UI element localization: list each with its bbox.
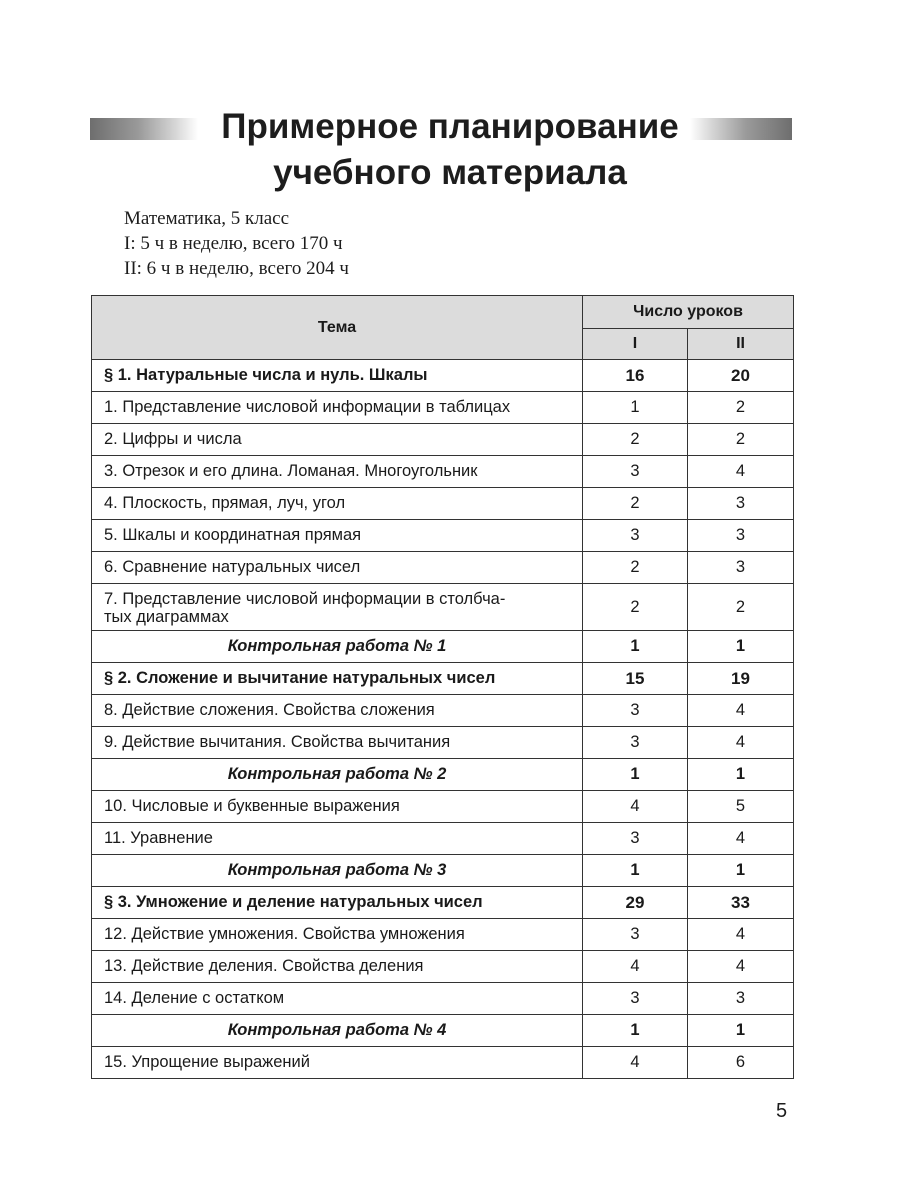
table-row xyxy=(92,1015,794,1047)
row-lessons-i: 3 xyxy=(583,695,688,727)
row-lessons-ii: 3 xyxy=(688,983,794,1015)
row-lessons-ii: 4 xyxy=(688,695,794,727)
row-lessons-i: 3 xyxy=(583,983,688,1015)
row-lessons-i: 2 xyxy=(583,584,688,631)
row-lessons-i: 3 xyxy=(583,919,688,951)
row-lessons-ii: 5 xyxy=(688,791,794,823)
planning-table-body xyxy=(92,360,794,1079)
row-lessons-ii: 2 xyxy=(688,424,794,456)
row-lessons-i: 2 xyxy=(583,488,688,520)
row-lessons-ii: 4 xyxy=(688,456,794,488)
row-topic: 9. Действие вычитания. Свойства вычитания xyxy=(92,727,583,759)
row-lessons-ii: 1 xyxy=(688,855,794,887)
table-row xyxy=(92,887,794,919)
row-topic: 3. Отрезок и его длина. Ломаная. Многоугольник xyxy=(92,456,583,488)
row-lessons-i: 29 xyxy=(583,887,688,919)
page-title-line-1: Примерное планирование xyxy=(221,107,679,146)
row-lessons-i: 2 xyxy=(583,424,688,456)
table-row xyxy=(92,488,794,520)
row-lessons-ii: 4 xyxy=(688,823,794,855)
row-lessons-ii: 1 xyxy=(688,631,794,663)
row-topic: 1. Представление числовой информации в таблицах xyxy=(92,392,583,424)
table-row xyxy=(92,584,794,631)
row-lessons-ii: 19 xyxy=(688,663,794,695)
row-lessons-i: 1 xyxy=(583,1015,688,1047)
row-topic: 14. Деление с остатком xyxy=(92,983,583,1015)
row-topic: Контрольная работа № 3 xyxy=(92,855,583,887)
row-lessons-ii: 4 xyxy=(688,919,794,951)
table-row xyxy=(92,663,794,695)
table-row xyxy=(92,727,794,759)
row-lessons-i: 16 xyxy=(583,360,688,392)
row-lessons-i: 2 xyxy=(583,552,688,584)
course-variant-1: I: 5 ч в неделю, всего 170 ч xyxy=(124,233,343,254)
row-lessons-i: 1 xyxy=(583,631,688,663)
row-lessons-ii: 2 xyxy=(688,584,794,631)
row-lessons-ii: 1 xyxy=(688,1015,794,1047)
table-row xyxy=(92,392,794,424)
row-lessons-i: 3 xyxy=(583,520,688,552)
table-row xyxy=(92,823,794,855)
row-lessons-ii: 4 xyxy=(688,727,794,759)
header-lessons: Число уроков xyxy=(583,296,794,329)
table-row xyxy=(92,1047,794,1079)
row-lessons-i: 3 xyxy=(583,456,688,488)
row-lessons-ii: 3 xyxy=(688,552,794,584)
page-title-line-2: учебного материала xyxy=(273,153,627,192)
row-lessons-i: 4 xyxy=(583,951,688,983)
table-row xyxy=(92,456,794,488)
row-topic: Контрольная работа № 4 xyxy=(92,1015,583,1047)
row-topic: 13. Действие деления. Свойства деления xyxy=(92,951,583,983)
table-row xyxy=(92,855,794,887)
page-number: 5 xyxy=(776,1100,788,1122)
table-row xyxy=(92,552,794,584)
row-lessons-ii: 2 xyxy=(688,392,794,424)
row-topic: 4. Плоскость, прямая, луч, угол xyxy=(92,488,583,520)
table-row xyxy=(92,631,794,663)
course-subject: Математика, 5 класс xyxy=(124,208,290,229)
table-row xyxy=(92,520,794,552)
table-row xyxy=(92,983,794,1015)
table-row xyxy=(92,951,794,983)
row-lessons-i: 15 xyxy=(583,663,688,695)
header-topic: Тема xyxy=(92,296,583,360)
row-topic: 10. Числовые и буквенные выражения xyxy=(92,791,583,823)
row-lessons-ii: 4 xyxy=(688,951,794,983)
row-topic: Контрольная работа № 1 xyxy=(92,631,583,663)
row-lessons-i: 4 xyxy=(583,791,688,823)
row-lessons-ii: 33 xyxy=(688,887,794,919)
planning-table xyxy=(91,295,794,1079)
course-variant-2: II: 6 ч в неделю, всего 204 ч xyxy=(124,258,349,279)
row-lessons-ii: 3 xyxy=(688,520,794,552)
row-topic: § 2. Сложение и вычитание натуральных чисел xyxy=(92,663,583,695)
row-topic: 15. Упрощение выражений xyxy=(92,1047,583,1079)
row-lessons-ii: 1 xyxy=(688,759,794,791)
row-topic: 12. Действие умножения. Свойства умножения xyxy=(92,919,583,951)
row-topic: 6. Сравнение натуральных чисел xyxy=(92,552,583,584)
row-lessons-i: 3 xyxy=(583,727,688,759)
row-topic: 11. Уравнение xyxy=(92,823,583,855)
row-lessons-ii: 3 xyxy=(688,488,794,520)
row-lessons-ii: 6 xyxy=(688,1047,794,1079)
row-topic-line: 7. Представление числовой информации в столбча- xyxy=(104,590,506,608)
row-topic xyxy=(92,584,583,631)
table-row xyxy=(92,791,794,823)
row-lessons-ii: 20 xyxy=(688,360,794,392)
row-topic: 2. Цифры и числа xyxy=(92,424,583,456)
row-lessons-i: 1 xyxy=(583,759,688,791)
row-topic: § 1. Натуральные числа и нуль. Шкалы xyxy=(92,360,583,392)
page-title xyxy=(0,104,900,196)
header-variant-i: I xyxy=(583,329,688,360)
row-topic: 8. Действие сложения. Свойства сложения xyxy=(92,695,583,727)
row-lessons-i: 3 xyxy=(583,823,688,855)
row-lessons-i: 1 xyxy=(583,392,688,424)
row-lessons-i: 4 xyxy=(583,1047,688,1079)
row-topic: 5. Шкалы и координатная прямая xyxy=(92,520,583,552)
table-row xyxy=(92,695,794,727)
row-topic-line: тых диаграммах xyxy=(104,608,229,626)
row-topic: Контрольная работа № 2 xyxy=(92,759,583,791)
table-row xyxy=(92,424,794,456)
row-lessons-i: 1 xyxy=(583,855,688,887)
table-row xyxy=(92,759,794,791)
row-topic: § 3. Умножение и деление натуральных чисел xyxy=(92,887,583,919)
table-row xyxy=(92,919,794,951)
table-row xyxy=(92,360,794,392)
header-variant-ii: II xyxy=(688,329,794,360)
course-info xyxy=(124,206,349,281)
